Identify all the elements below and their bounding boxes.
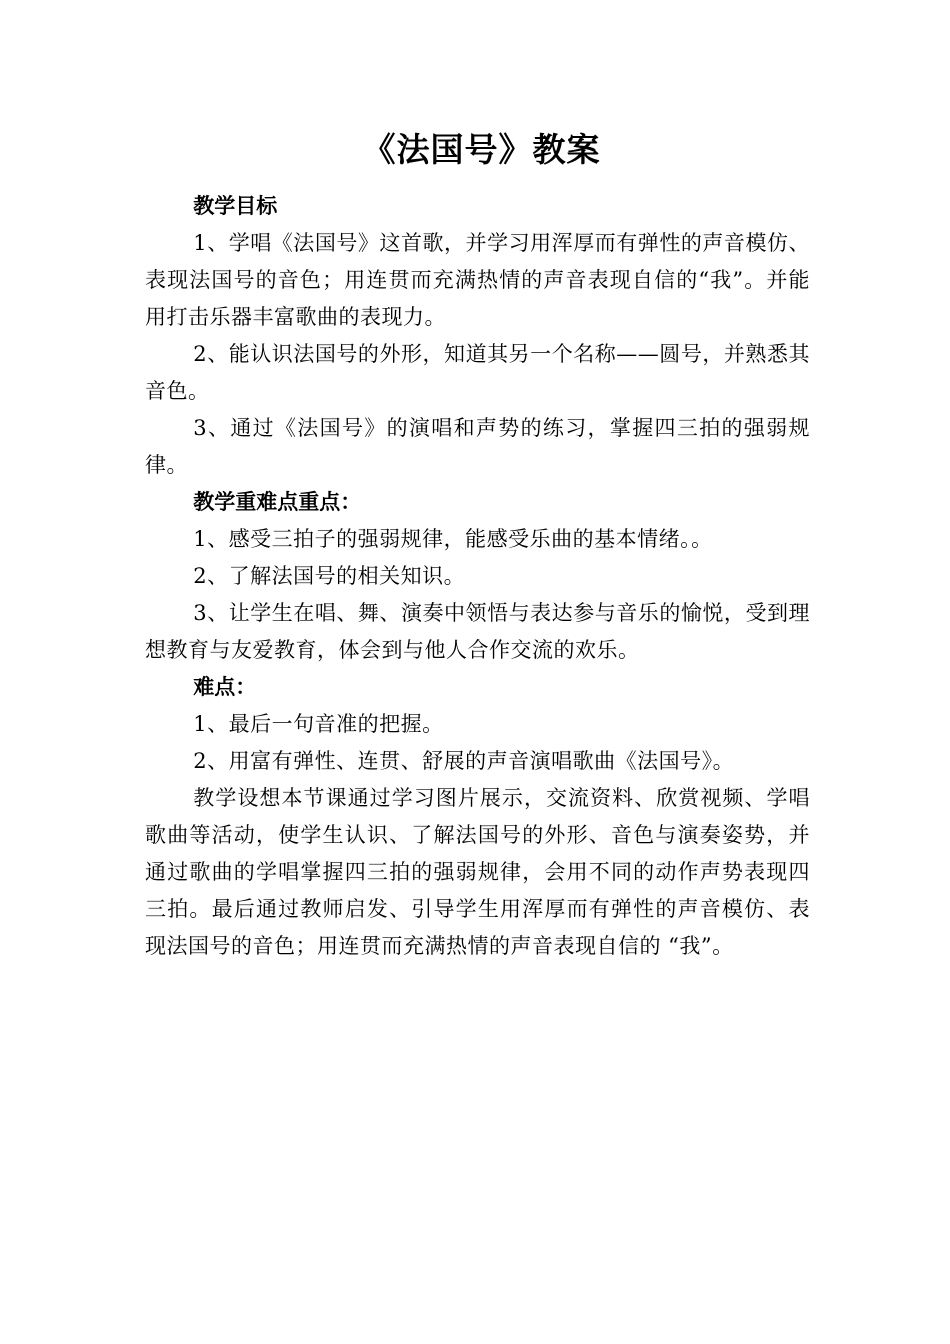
key-point-item-2: 2、了解法国号的相关知识。 (193, 564, 466, 588)
teaching-design-paragraph: 教学设想本节课通过学习图片展示，交流资料、欣赏视频、学唱歌曲等活动，使学生认识、了解法国号的外形、音色与演奏姿势，并通过歌曲的学唱掌握四三拍的强弱规律，会用不同的动作声势表现四三拍。最后通过教师启发、引导学生用浑厚而有弹性的声音模仿、表现法国号的音色；用连贯而充满热情的声音表现自信的 “我”。 (145, 786, 810, 958)
key-point-item-3: 3、让学生在唱、舞、演奏中领悟与表达参与音乐的愉悦，受到理想教育与友爱教育，体会到与他人合作交流的欢乐。 (145, 601, 810, 662)
teaching-objectives-heading: 教学目标 (193, 194, 278, 218)
difficulty-item-2: 2、用富有弹性、连贯、舒展的声音演唱歌曲《法国号》。 (193, 749, 735, 773)
document-body (145, 125, 810, 965)
teaching-objectives-section (145, 188, 810, 484)
difficulties-heading: 难点： (193, 675, 257, 699)
teaching-design-section (145, 780, 810, 965)
difficulties-section (145, 669, 810, 780)
objective-item-3: 3、通过《法国号》的演唱和声势的练习，掌握四三拍的强弱规律。 (145, 416, 810, 477)
objective-item-1: 1、学唱《法国号》这首歌，并学习用浑厚而有弹性的声音模仿、表现法国号的音色；用连贯而充满热情的声音表现自信的“我”。并能用打击乐器丰富歌曲的表现力。 (145, 231, 810, 329)
key-points-section (145, 484, 810, 669)
objective-item-2: 2、能认识法国号的外形，知道其另一个名称——圆号，并熟悉其音色。 (145, 342, 810, 403)
key-points-heading: 教学重难点重点： (193, 490, 362, 514)
document-title: 《法国号》教案 (362, 130, 601, 169)
difficulty-item-1: 1、最后一句音准的把握。 (193, 712, 444, 736)
key-point-item-1: 1、感受三拍子的强弱规律，能感受乐曲的基本情绪。。 (193, 527, 713, 551)
